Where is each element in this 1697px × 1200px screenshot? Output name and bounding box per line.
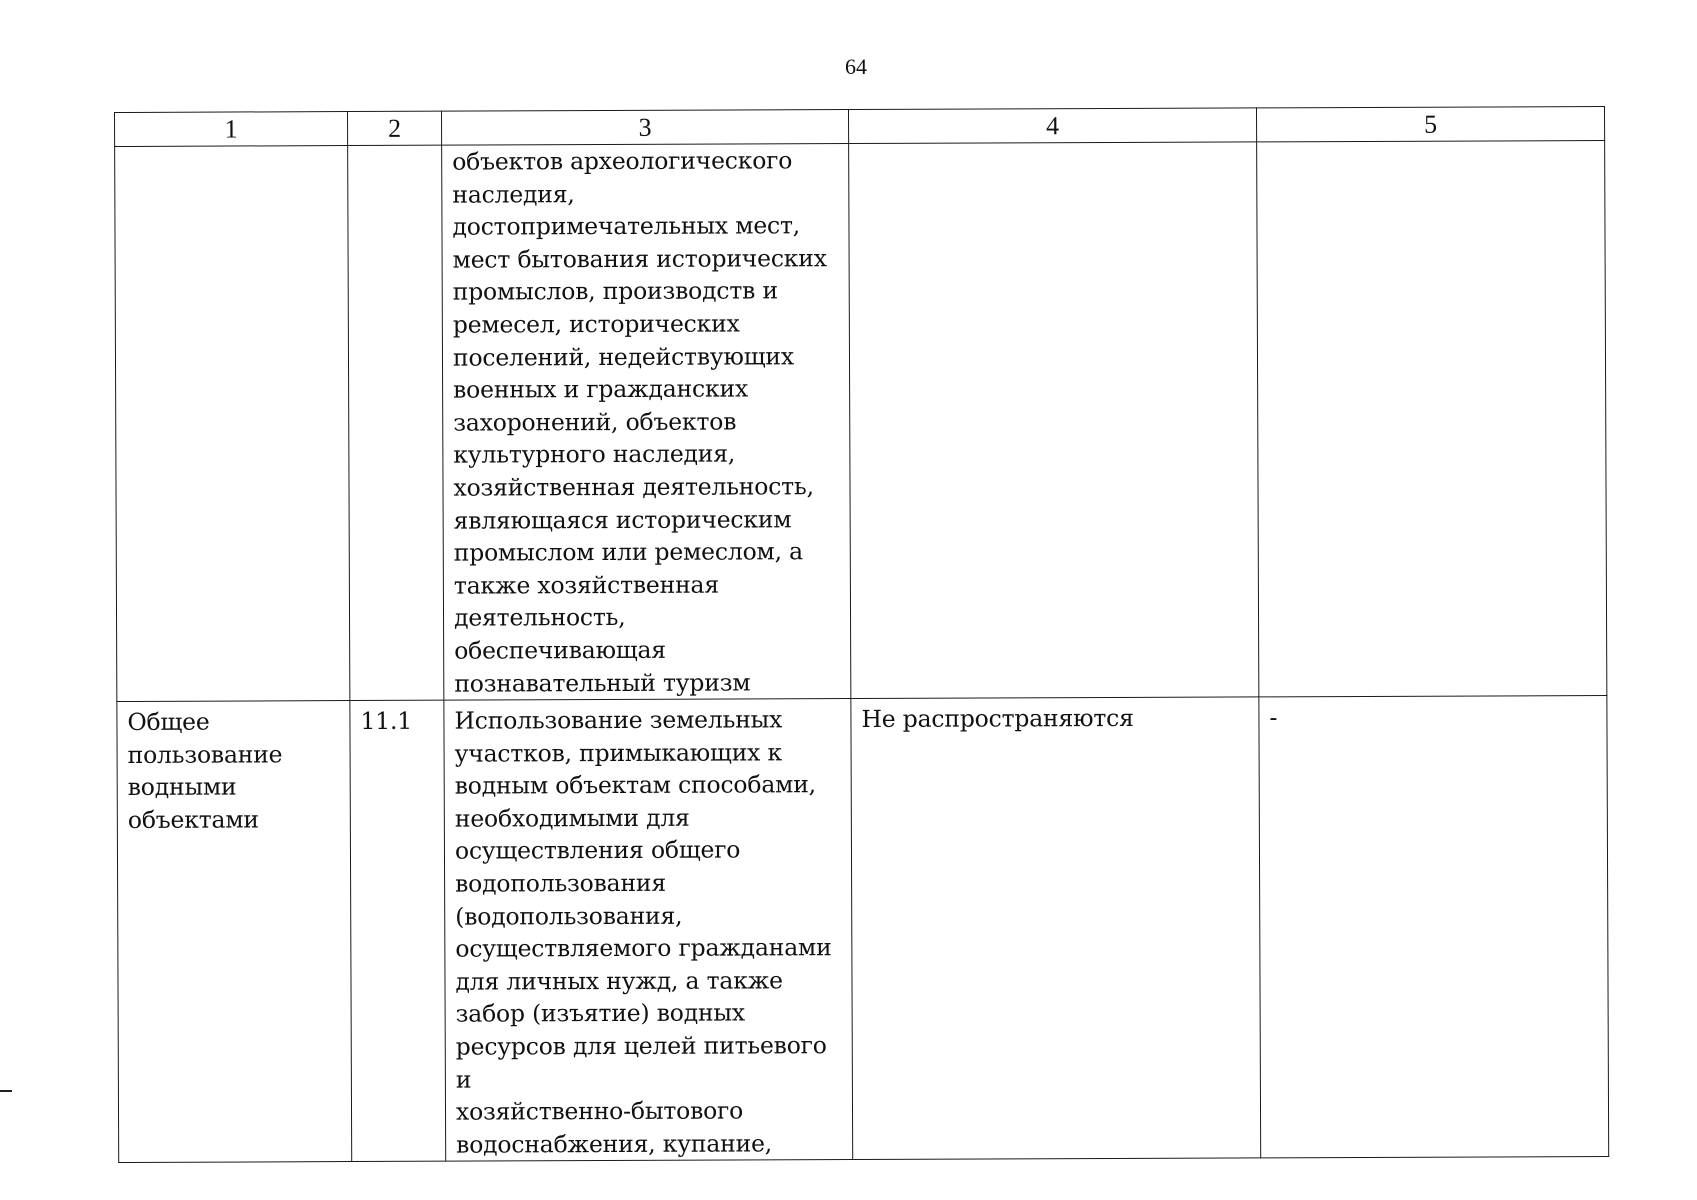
regulations-table	[114, 106, 1609, 1163]
column-header-1: 1	[115, 112, 348, 147]
page-number: 64	[845, 54, 867, 79]
use-type-name: Общее пользование водными объектами	[127, 707, 283, 834]
table-cell	[350, 700, 446, 1162]
permitted-use-description: объектов археологического наследия, достопримечательных мест, мест бытования исторических промыслов, производств и ремесел, исторических поселений, недействующих военных и гражданских захоронений, объектов культурного наследия, хозяйственная деятельность, являющаяся историческим промыслом или ремеслом, а также хозяйственная деятельность, обеспечивающая познавательный туризм	[452, 146, 827, 698]
table-cell	[1259, 696, 1609, 1159]
column-header-5: 5	[1256, 107, 1604, 142]
table-cell	[117, 701, 352, 1163]
use-type-code: 11.1	[360, 706, 413, 736]
table-cell	[115, 146, 350, 702]
permitted-use-description: Использование земельных участков, примыкающих к водным объектам способами, необходимыми для осуществления общего водопользования (водопользования, осуществляемого гражданами для личных нужд, а также забор (изъятие) водных ресурсов для целей питьевого и хозяйственно-бытового водоснабжения, купание,	[454, 705, 832, 1159]
parameters-text: -	[1269, 703, 1278, 732]
cell-text	[849, 142, 1256, 144]
column-header-3: 3	[441, 110, 848, 146]
table-row	[117, 696, 1609, 1163]
table-cell	[348, 145, 444, 700]
table-cell	[1257, 141, 1607, 697]
table-cell	[851, 697, 1261, 1160]
scan-margin-mark	[0, 1090, 12, 1092]
table-cell	[442, 144, 851, 701]
cell-text	[115, 146, 347, 147]
table-cell	[849, 142, 1259, 699]
column-header-2: 2	[348, 111, 442, 145]
table-row	[115, 141, 1607, 702]
cell-text	[1257, 141, 1604, 142]
table-cell	[444, 699, 853, 1162]
column-header-4: 4	[848, 108, 1256, 144]
restrictions-text: Не распространяются	[861, 704, 1134, 734]
